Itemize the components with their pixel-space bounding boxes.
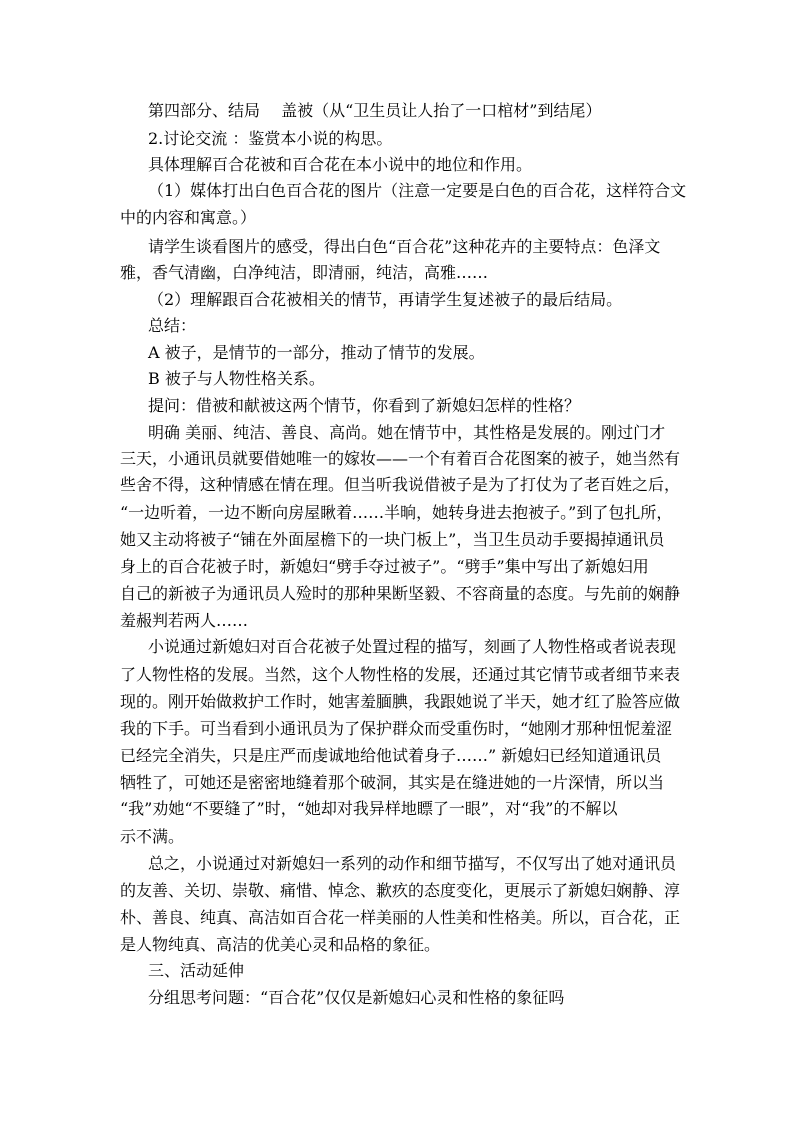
text-line: 的友善、关切、崇敬、痛惜、悼念、歉疚的态度变化，更展示了新媳妇娴静、淳 [120,881,681,900]
text-line: 羞赧判若两人…… [120,611,249,630]
text-line: 我的下手。可当看到小通讯员为了保护群众而受重伤时，“她刚才那种忸怩羞涩 [120,719,673,738]
text-line: 明确 美丽、纯洁、善良、高尚。她在情节中，其性格是发展的。刚过门才 [148,423,666,442]
text-line: （2）理解跟百合花被相关的情节，再请学生复述被子的最后结局。 [148,290,623,309]
text-line: 小说通过新媳妇对百合花被子处置过程的描写，刻画了人物性格或者说表现 [148,637,677,656]
section-heading-part-four: 第四部分、结局 盖被（从“卫生员让人抬了一口棺材”到结尾） [148,101,602,120]
text-line: 分组思考问题：“百合花”仅仅是新媳妇心灵和性格的象征吗 [148,988,565,1007]
text-line: 总之，小说通过对新媳妇一系列的动作和细节描写，不仅写出了她对通讯员 [148,854,677,873]
text-line: 牺牲了，可她还是密密地缝着那个破洞，其实是在缝进她的一片深情，所以当 [120,773,665,792]
text-line: 中的内容和寓意。） [120,208,257,227]
discussion-heading: 2.讨论交流 ：鉴赏本小说的构思。 [148,129,393,148]
text-line: 具体理解百合花被和百合花在本小说中的地位和作用。 [148,155,533,174]
text-line: 朴、善良、纯真、高洁如百合花一样美丽的人性美和性格美。所以，百合花，正 [120,908,681,927]
text-line: 是人物纯真、高洁的优美心灵和品格的象征。 [120,935,441,954]
summary-label: 总结： [148,316,197,335]
text-line: 自己的新被子为通讯员人殓时的那种果断坚毅、不容商量的态度。与先前的娴静 [120,584,681,603]
text-line: “我”劝她“不要缝了”时，“她却对我异样地瞟了一眼”，对“我”的不解以 [120,799,618,818]
text-line: 已经完全消失，只是庄严而虔诚地给他试着身子……” 新媳妇已经知道通讯员 [120,746,662,765]
text-line: 示不满。 [120,827,185,846]
text-line: 三天，小通讯员就要借她唯一的嫁妆——一个有着百合花图案的被子，她当然有 [120,449,681,468]
text-line: 了人物性格的发展。当然，这个人物性格的发展，还通过其它情节或者细节来表 [120,665,681,684]
list-item-a: A 被子，是情节的一部分，推动了情节的发展。 [148,343,485,362]
section-heading-three: 三、活动延伸 [148,961,245,980]
text-line: 她又主动将被子“铺在外面屋檐下的一块门板上”，当卫生员动手要揭掉通讯员 [120,530,665,549]
text-line: 请学生谈看图片的感受，得出白色“百合花”这种花卉的主要特点：色泽文 [148,237,661,256]
text-line: 些舍不得，这种情感在情在理。但当听我说借被子是为了打仗为了老百姓之后， [120,475,681,494]
text-line: 雅，香气清幽，白净纯洁，即清丽，纯洁，高雅…… [120,263,489,282]
text-line: 现的。刚开始做救护工作时，她害羞腼腆，我跟她说了半天，她才红了脸答应做 [120,692,681,711]
list-item-b: B 被子与人物性格关系。 [148,369,325,388]
question-line: 提问：借被和献被这两个情节，你看到了新媳妇怎样的性格？ [148,396,581,415]
text-line: 身上的百合花被子时，新媳妇“劈手夺过被子”。“劈手”集中写出了新媳妇用 [120,557,649,576]
text-line: “一边听着，一边不断向房屋瞅着……半晌，她转身进去抱被子。”到了包扎所， [120,503,673,522]
text-line: （1）媒体打出白色百合花的图片（注意一定要是白色的百合花，这样符合文 [148,181,687,200]
